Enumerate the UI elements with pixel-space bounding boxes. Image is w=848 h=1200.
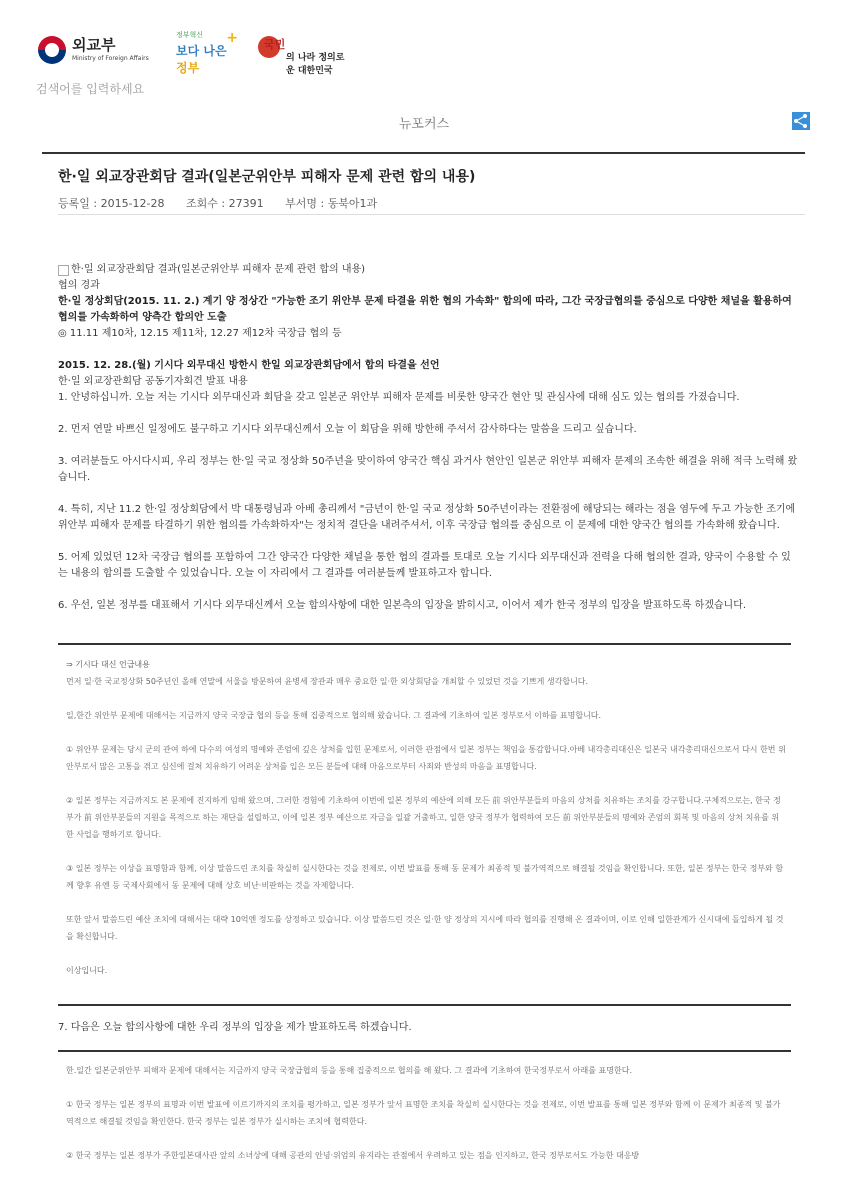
body-paragraph: 4. 특히, 지난 11.2 한·일 정상회담에서 박 대통령님과 아베 총리께서 "금년이 한·일 국교 정상화 50주년이라는 전환점에 해당되는 해라는 점을 염두에 두고 가능한 조기에 위안부 피해자 문제를 타결하기 위한 협의를 가속화하자"는 정치적 결단을 내려주셔서, 이후 국장급 협의를 중심으로 이 문제에 대한 양국간 협의를 가속화해 왔습니다. xyxy=(58,504,796,531)
body-line: 협의 경과 xyxy=(58,280,100,291)
quote-line: ② 한국 정부는 일본 정부가 주한일본대사관 앞의 소녀상에 대해 공관의 안녕·위엄의 유지라는 관점에서 우려하고 있는 점을 인지하고, 한국 정부로서도 가능한 대응방 xyxy=(66,1151,640,1160)
article-dept: 부서명 : 동북아1과 xyxy=(285,197,378,210)
search-input[interactable]: 검색어를 입력하세요 xyxy=(36,82,145,96)
quote-divider-top-2 xyxy=(58,1050,791,1052)
gov-logo-big-2: 정부 xyxy=(176,61,200,75)
body-line: 한·일 외교장관회담 공동기자회견 발표 내용 xyxy=(58,376,248,387)
article-views: 조회수 : 27391 xyxy=(186,197,264,210)
body-paragraph: 5. 어제 있었던 12차 국장급 협의를 포함하여 그간 양국간 다양한 채널을 통한 협의 결과를 토대로 오늘 기시다 외무대신과 전력을 다해 협의한 결과, 양국이 수용할 수 있는 내용의 합의를 도출할 수 있었습니다. 오늘 이 자리에서 그 결과를 여러분들께 발표하고자 합니다. xyxy=(58,552,791,579)
gov-innovation-logo[interactable] xyxy=(176,30,238,75)
quote-line: ② 일본 정부는 지금까지도 본 문제에 진지하게 임해 왔으며, 그러한 경험에 기초하여 이번에 일본 정부의 예산에 의해 모든 前 위안부분들의 마음의 상처를 치유하는 조치를 강구합니다.구체적으로는, 한국 정부가 前 위안부분들의 지원을 목적으로 하는 재단을 설립하고, 이에 일본 정부 예산으로 자금을 일괄 거출하고, 일한 양국 정부가 협력하여 모든 前 위안부분들의 명예와 존엄의 회복 및 마음의 상처 치유를 위한 사업을 행하기로 합니다. xyxy=(66,796,781,839)
body-line: ◎ 11.11 제10차, 12.15 제11차, 12.27 제12차 국장급 협의 등 xyxy=(58,328,342,339)
quote-divider-top xyxy=(58,643,791,645)
nation-slogan-logo[interactable] xyxy=(258,32,348,76)
gov-logo-big-1: 보다 나은 xyxy=(176,44,227,58)
nation-logo-text-2: 의 나라 정의로운 대한민국 xyxy=(286,53,345,76)
body-line: 2015. 12. 28.(월) 기시다 외무대신 방한시 한일 외교장관회담에서 합의 타결을 선언 xyxy=(58,360,440,371)
article-image xyxy=(58,262,798,278)
body-paragraph: 7. 다음은 오늘 합의사항에 대한 우리 정부의 입장을 제가 발표하도록 하겠습니다. xyxy=(58,1022,412,1033)
quote-line: 먼저 일·한 국교정상화 50주년인 올해 연말에 서울을 방문하여 윤병세 장관과 매우 중요한 일·한 외상회담을 개최할 수 있었던 것을 기쁘게 생각합니다. xyxy=(66,677,589,686)
share-icon[interactable] xyxy=(792,112,810,130)
korea-statement xyxy=(66,1062,786,1164)
body-line: 한·일 정상회담(2015. 11. 2.) 계기 양 정상간 "가능한 조기 위안부 문제 타결을 위한 협의 가속화" 합의에 따라, 그간 국장급협의를 중심으로 다양한 채널을 활용하여 협의를 가속화하여 양측간 합의안 도출 xyxy=(58,296,792,323)
nation-logo-text-1: 국민 xyxy=(264,38,286,51)
quote-line: ⇒ 기시다 대신 언급내용 xyxy=(66,660,150,669)
quote-line: ① 한국 정부는 일본 정부의 표명과 이번 발표에 이르기까지의 조치를 평가하고, 일본 정부가 앞서 표명한 조치를 착실히 실시한다는 것을 전제로, 이번 발표를 통해 일본 정부와 함께 이 문제가 최종적 및 불가역적으로 해결될 것임을 확인한다. 한국 정부는 일본 정부가 실시하는 조치에 협력한다. xyxy=(66,1100,781,1126)
body-paragraph: 3. 여러분들도 아시다시피, 우리 정부는 한·일 국교 정상화 50주년을 맞이하여 양국간 핵심 과거사 현안인 일본군 위안부 피해자 문제의 조속한 해결을 위해 적극 노력해 왔습니다. xyxy=(58,456,798,483)
meta-divider xyxy=(58,214,805,215)
section-title: 뉴포커스 xyxy=(398,117,450,132)
article-title: 한·일 외교장관회담 결과(일본군위안부 피해자 문제 관련 합의 내용) xyxy=(58,169,476,185)
quote-divider-bottom xyxy=(58,1004,791,1006)
gov-logo-small: 정부혁신 xyxy=(176,31,204,39)
quote-line: ① 위안부 문제는 당시 군의 관여 하에 다수의 여성의 명예와 존엄에 깊은 상처를 입힌 문제로서, 이러한 관점에서 일본 정부는 책임을 통감합니다.아베 내각총리대신은 일본국 내각총리대신으로서 다시 한번 위안부로서 많은 고통을 겪고 심신에 걸쳐 치유하기 어려운 상처를 입은 모든 분들에 대해 마음으로부터 사죄와 반성의 마음을 표명합니다. xyxy=(66,745,786,771)
plus-icon: + xyxy=(226,30,238,46)
quote-line: 또한 앞서 말씀드린 예산 조치에 대해서는 대략 10억엔 정도를 상정하고 있습니다. 이상 말씀드린 것은 일·한 양 정상의 지시에 따라 협의를 진행해 온 결과이며, 이로 인해 일한관계가 신시대에 돌입하게 될 것을 확신합니다. xyxy=(66,915,784,941)
article-body xyxy=(58,262,798,614)
body-paragraph: 1. 안녕하십니까. 오늘 저는 기시다 외무대신과 회담을 갖고 일본군 위안부 피해자 문제를 비롯한 양국간 현안 및 관심사에 대해 심도 있는 협의를 가졌습니다. xyxy=(58,392,740,403)
broken-image-icon xyxy=(58,265,69,276)
quote-line: 이상입니다. xyxy=(66,966,108,975)
body-paragraph: 2. 먼저 연말 바쁘신 일정에도 불구하고 기시다 외무대신께서 오늘 이 회담을 위해 방한해 주셔서 감사하다는 말씀을 드리고 싶습니다. xyxy=(58,424,637,435)
quote-line: ③ 일본 정부는 이상을 표명함과 함께, 이상 말씀드린 조치를 착실히 실시한다는 것을 전제로, 이번 발표를 통해 동 문제가 최종적 및 불가역적으로 해결될 것임을 확인합니다. 또한, 일본 정부는 한국 정부와 함께 향후 유엔 등 국제사회에서 동 문제에 대해 상호 비난·비판하는 것을 자제합니다. xyxy=(66,864,784,890)
taegeuk-emblem-icon xyxy=(38,36,66,64)
top-divider xyxy=(42,152,805,154)
quote-line: 일,한간 위안부 문제에 대해서는 지금까지 양국 국장급 협의 등을 통해 집중적으로 협의해 왔습니다. 그 결과에 기초하여 일본 정부로서 이하를 표명합니다. xyxy=(66,711,602,720)
site-header xyxy=(0,0,848,110)
mofa-logo-korean: 외교부 xyxy=(72,36,116,54)
article-meta xyxy=(58,195,395,211)
kishida-statement xyxy=(66,656,786,979)
mofa-logo-english: Ministry of Foreign Affairs xyxy=(72,55,149,62)
mofa-logo[interactable] xyxy=(38,34,149,66)
body-paragraph: 6. 우선, 일본 정부를 대표해서 기시다 외무대신께서 오늘 합의사항에 대한 일본측의 입장을 밝히시고, 이어서 제가 한국 정부의 입장을 발표하도록 하겠습니다. xyxy=(58,600,747,611)
article-date: 등록일 : 2015-12-28 xyxy=(58,197,165,210)
quote-line: 한.일간 일본군위안부 피해자 문제에 대해서는 지금까지 양국 국장급협의 등을 통해 집중적으로 협의를 해 왔다. 그 결과에 기초하여 한국정부로서 아래를 표명한다. xyxy=(66,1066,632,1075)
article-image-alt: 한·일 외교장관회담 결과(일본군위안부 피해자 문제 관련 합의 내용) xyxy=(71,264,366,275)
